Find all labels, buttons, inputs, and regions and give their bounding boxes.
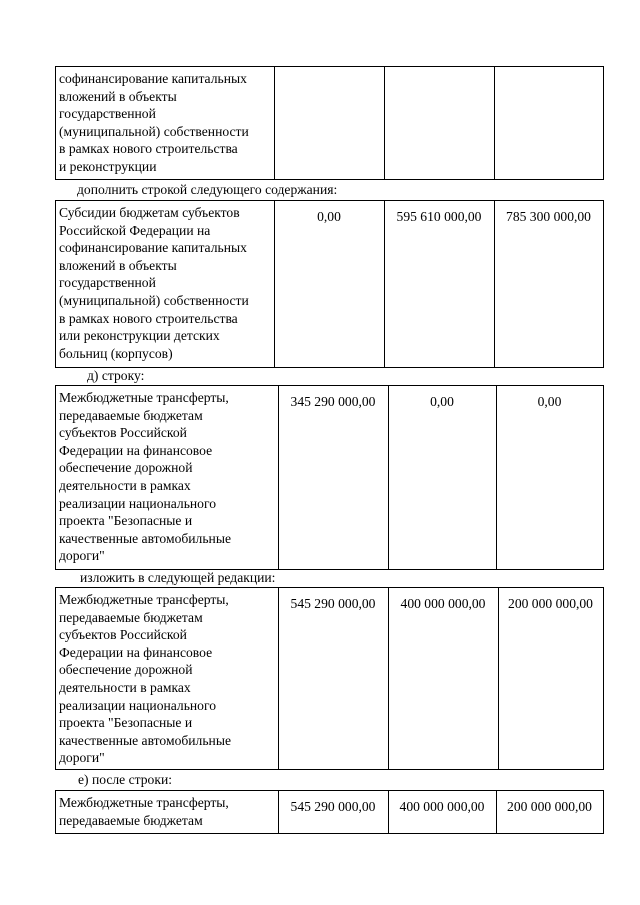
amendment-instruction: д) строку: xyxy=(87,368,145,383)
description-line: Межбюджетные трансферты, xyxy=(59,592,229,607)
table-block-3 xyxy=(55,587,604,770)
description-line: Межбюджетные трансферты, xyxy=(59,795,229,810)
description-line: софинансирование капитальных xyxy=(59,240,247,256)
column-divider xyxy=(274,67,275,179)
value-cell: 595 610 000,00 xyxy=(396,209,482,224)
table-block-0 xyxy=(55,66,604,180)
description-line: качественные автомобильные xyxy=(59,530,231,546)
value-cell: 785 300 000,00 xyxy=(506,209,591,224)
description-line: (муниципальной) собственности xyxy=(59,123,249,139)
description-line: передаваемые бюджетам xyxy=(59,609,203,625)
description-line: государственной xyxy=(59,106,156,122)
description-line: деятельности в рамках xyxy=(59,679,191,695)
description-line: Субсидии бюджетам субъектов xyxy=(59,205,240,220)
description-line: Межбюджетные трансферты, xyxy=(59,390,229,405)
column-divider xyxy=(384,67,385,179)
table-block-4 xyxy=(55,790,604,834)
description-line: передаваемые бюджетам xyxy=(59,812,203,828)
description-line: обеспечение дорожной xyxy=(59,460,193,476)
description-cell xyxy=(56,386,278,569)
description-cell xyxy=(56,67,274,179)
description-line: субъектов Российской xyxy=(59,627,187,643)
description-line: субъектов Российской xyxy=(59,425,187,441)
value-cell: 400 000 000,00 xyxy=(399,799,485,814)
description-line: в рамках нового строительства xyxy=(59,310,238,326)
table-block-1 xyxy=(55,200,604,368)
description-line: (муниципальной) собственности xyxy=(59,292,249,308)
column-divider xyxy=(494,67,495,179)
description-line: обеспечение дорожной xyxy=(59,662,193,678)
description-line: реализации национального xyxy=(59,495,217,511)
value-cell: 0,00 xyxy=(430,394,454,409)
description-line: вложений в объекты xyxy=(59,257,177,273)
value-cell: 0,00 xyxy=(317,209,341,224)
description-line: деятельности в рамках xyxy=(59,477,191,493)
value-cell: 200 000 000,00 xyxy=(507,799,592,814)
description-line: дороги" xyxy=(59,548,105,564)
value-cell: 400 000 000,00 xyxy=(400,596,486,611)
description-line: качественные автомобильные xyxy=(59,732,231,748)
value-cell: 0,00 xyxy=(537,394,562,409)
description-line: софинансирование капитальных xyxy=(59,71,247,86)
description-line: передаваемые бюджетам xyxy=(59,407,203,423)
amendment-instruction: е) после строки: xyxy=(78,772,173,787)
description-line: и реконструкции xyxy=(59,158,157,174)
description-line: дороги" xyxy=(59,750,105,766)
description-line: вложений в объекты xyxy=(59,88,177,104)
description-line: Федерации на финансовое xyxy=(59,442,213,458)
description-line: больниц (корпусов) xyxy=(59,345,173,361)
value-cell: 545 290 000,00 xyxy=(290,799,376,814)
description-line: Российской Федерации на xyxy=(59,222,211,238)
amendment-instruction: дополнить строкой следующего содержания: xyxy=(77,182,338,197)
description-line: государственной xyxy=(59,275,156,291)
description-cell xyxy=(56,791,278,833)
value-cell: 345 290 000,00 xyxy=(290,394,376,409)
table-block-2 xyxy=(55,385,604,570)
description-line: в рамках нового строительства xyxy=(59,141,238,157)
description-cell xyxy=(56,588,278,769)
description-line: реализации национального xyxy=(59,697,217,713)
description-line: или реконструкции детских xyxy=(59,328,220,344)
description-cell xyxy=(56,201,274,367)
description-line: проекта "Безопасные и xyxy=(59,715,193,731)
value-cell: 545 290 000,00 xyxy=(290,596,376,611)
amendment-instruction: изложить в следующей редакции: xyxy=(80,570,276,585)
description-line: проекта "Безопасные и xyxy=(59,513,193,529)
value-cell: 200 000 000,00 xyxy=(508,596,593,611)
description-line: Федерации на финансовое xyxy=(59,644,213,660)
